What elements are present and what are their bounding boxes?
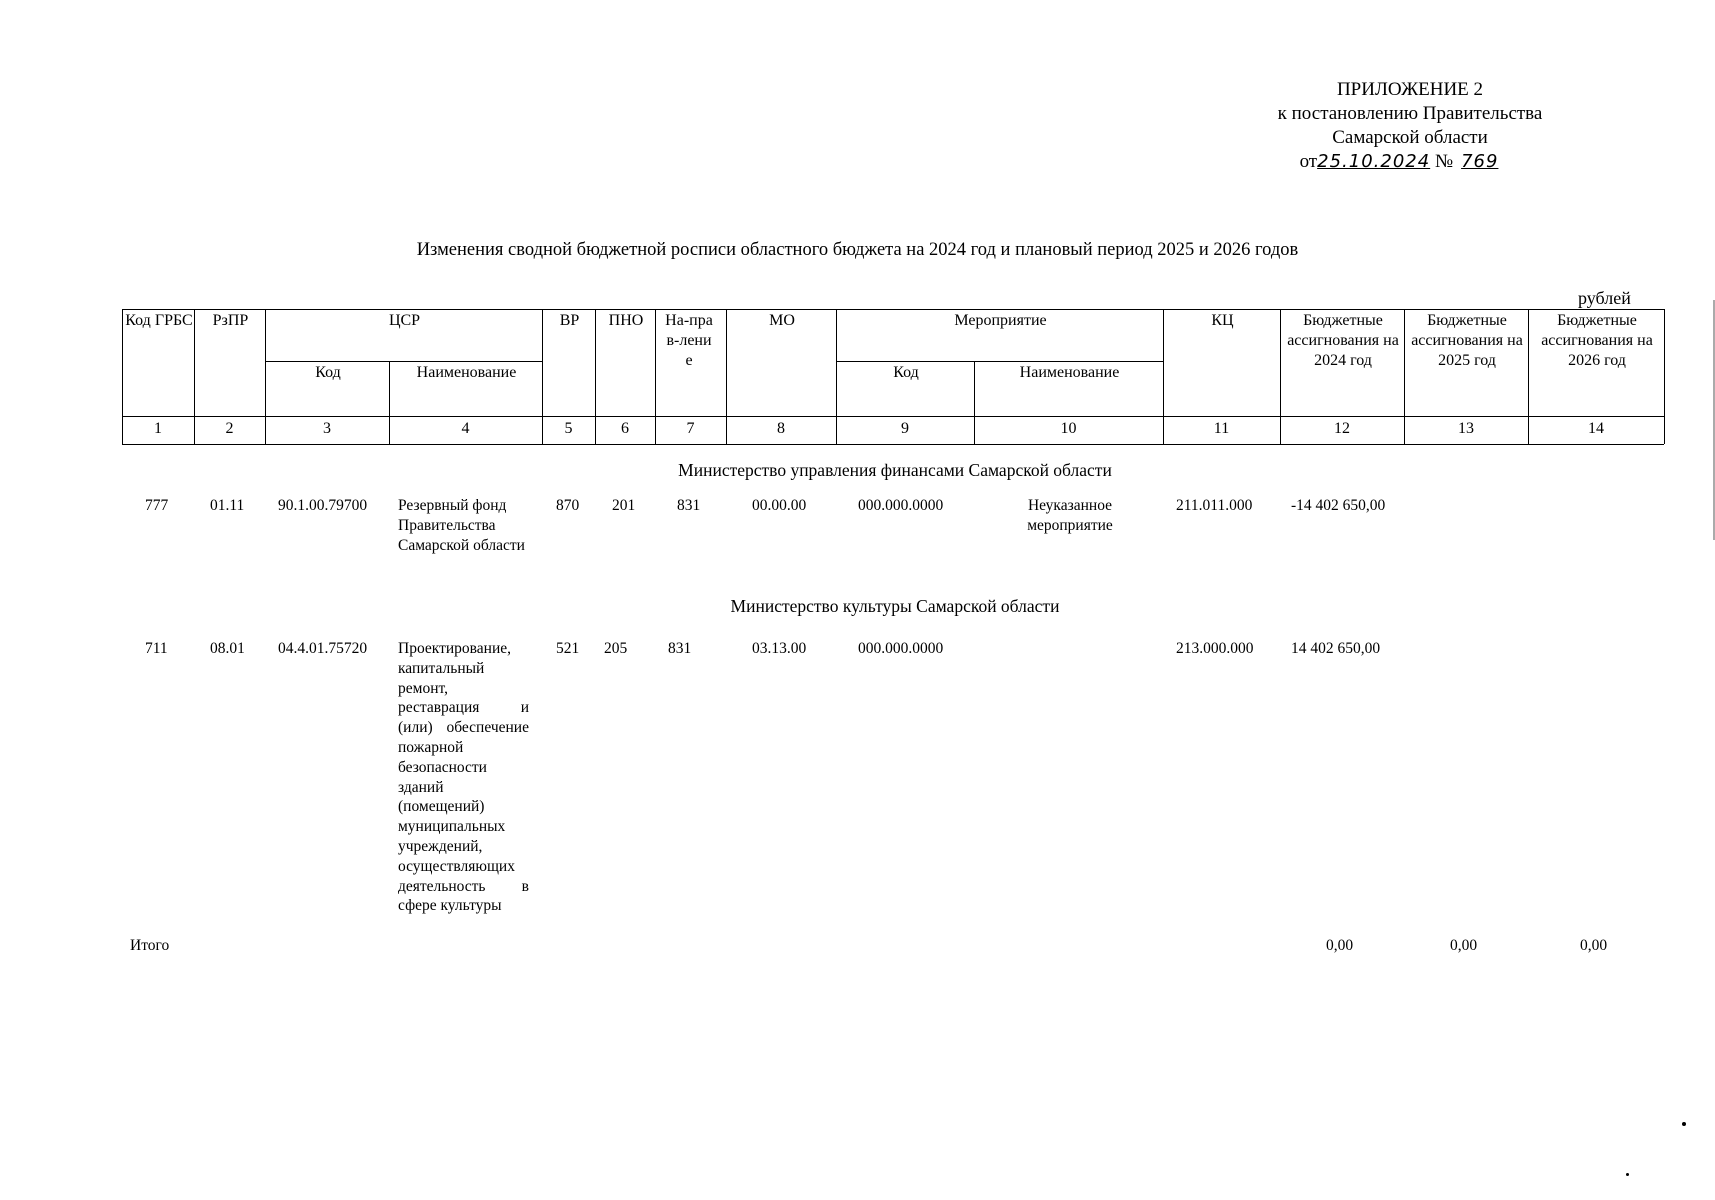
csr-subheader-line: [265, 361, 542, 362]
col-number: 10: [1060, 420, 1077, 437]
scan-speck: [1626, 1173, 1629, 1176]
col-meropr-kod: Код: [893, 364, 919, 381]
section-title: Министерство управления финансами Самарской области: [678, 460, 1112, 480]
col-meropr-name: Наименование: [1019, 364, 1120, 381]
cell-csr-name: Резервный фонд Правительства Самарской области: [398, 497, 525, 554]
cell-vr: 870: [556, 497, 580, 514]
cell-napravlenie: 831: [677, 497, 701, 514]
cell-budget-2024: -14 402 650,00: [1291, 497, 1386, 514]
scan-speck: [1682, 1122, 1686, 1126]
cell-pno: 201: [612, 497, 636, 514]
cell-mo: 03.13.00: [752, 640, 807, 657]
cell-grbs: 711: [145, 640, 168, 657]
col-budget-2024: Бюджетные ассигнования на 2024 год: [1287, 312, 1399, 369]
col-number: 8: [777, 420, 785, 437]
cell-meropr-kod: 000.000.0000: [858, 497, 944, 514]
cell-meropr-kod: 000.000.0000: [858, 640, 944, 657]
number-prefix: №: [1434, 151, 1454, 172]
col-pno: ПНО: [608, 312, 644, 329]
col-number: 12: [1334, 420, 1350, 437]
col-meropriyatie: Мероприятие: [954, 312, 1047, 329]
total-budget-2025: 0,00: [1450, 937, 1478, 954]
meropr-subheader-line: [836, 361, 1163, 362]
col-csr-name: Наименование: [416, 364, 517, 381]
units-label: рублей: [1578, 288, 1631, 308]
cell-csr-kod: 04.4.01.75720: [278, 640, 368, 657]
cell-csr-name: Проектирование, капитальный ремонт, реставрация и (или) обеспечение пожарной безопасности зданий (помещений) муниципальных учреждений, осуществляющих деятельность в сфере культуры: [398, 640, 529, 915]
col-mo: МО: [769, 312, 795, 329]
resolution-number: 769: [1461, 151, 1499, 172]
col-border: [1664, 309, 1665, 444]
cell-grbs: 777: [145, 497, 169, 514]
col-kod-grbs: Код ГРБС: [125, 312, 193, 329]
col-number: 13: [1458, 420, 1474, 437]
appendix-header: [1240, 78, 1580, 174]
cell-budget-2024: 14 402 650,00: [1291, 640, 1381, 657]
cell-kc: 211.011.000: [1176, 497, 1253, 514]
col-budget-2025: Бюджетные ассигнования на 2025 год: [1411, 312, 1523, 369]
document-title: Изменения сводной бюджетной росписи областного бюджета на 2024 год и плановый период 2025 и 2026 годов: [416, 240, 1299, 260]
total-budget-2026: 0,00: [1580, 937, 1608, 954]
col-budget-2026: Бюджетные ассигнования на 2026 год: [1541, 312, 1653, 369]
cell-rzpr: 08.01: [210, 640, 245, 657]
col-number: 3: [323, 420, 331, 437]
cell-napravlenie: 831: [668, 640, 692, 657]
from-prefix: от: [1299, 151, 1318, 172]
cell-rzpr: 01.11: [210, 497, 245, 514]
appendix-title: ПРИЛОЖЕНИЕ 2: [1336, 79, 1484, 100]
appendix-date-number: [1240, 150, 1580, 174]
header-top-border: [122, 309, 1664, 310]
header-number-line: [122, 416, 1664, 417]
col-number: 5: [564, 420, 573, 437]
col-number: 4: [461, 420, 470, 437]
resolution-date: 25.10.2024: [1317, 151, 1431, 172]
appendix-region: Самарской области: [1332, 127, 1488, 148]
cell-kc: 213.000.000: [1176, 640, 1254, 657]
col-number: 14: [1588, 420, 1604, 437]
header-bottom-border: [122, 444, 1664, 445]
col-number: 11: [1213, 420, 1230, 437]
col-vr: ВР: [559, 312, 580, 329]
col-napravlenie: На-прав-ление: [665, 312, 713, 369]
col-number: 1: [154, 420, 162, 437]
col-number: 6: [621, 420, 629, 437]
section-title: Министерство культуры Самарской области: [730, 596, 1060, 616]
cell-meropr-name: Неуказанное мероприятие: [1027, 497, 1113, 534]
col-number: 9: [901, 420, 909, 437]
total-label: Итого: [130, 937, 170, 954]
col-csr: ЦСР: [388, 312, 421, 329]
cell-mo: 00.00.00: [752, 497, 807, 514]
col-number: 2: [225, 420, 234, 437]
cell-vr: 521: [556, 640, 580, 657]
appendix-resolution: к постановлению Правительства: [1277, 103, 1543, 124]
cell-csr-kod: 90.1.00.79700: [278, 497, 368, 514]
col-number: 7: [686, 420, 695, 437]
col-rzpr: РзПР: [212, 312, 249, 329]
col-csr-kod: Код: [315, 364, 341, 381]
total-budget-2024: 0,00: [1326, 937, 1354, 954]
col-kc: КЦ: [1211, 312, 1234, 329]
cell-pno: 205: [604, 640, 628, 657]
